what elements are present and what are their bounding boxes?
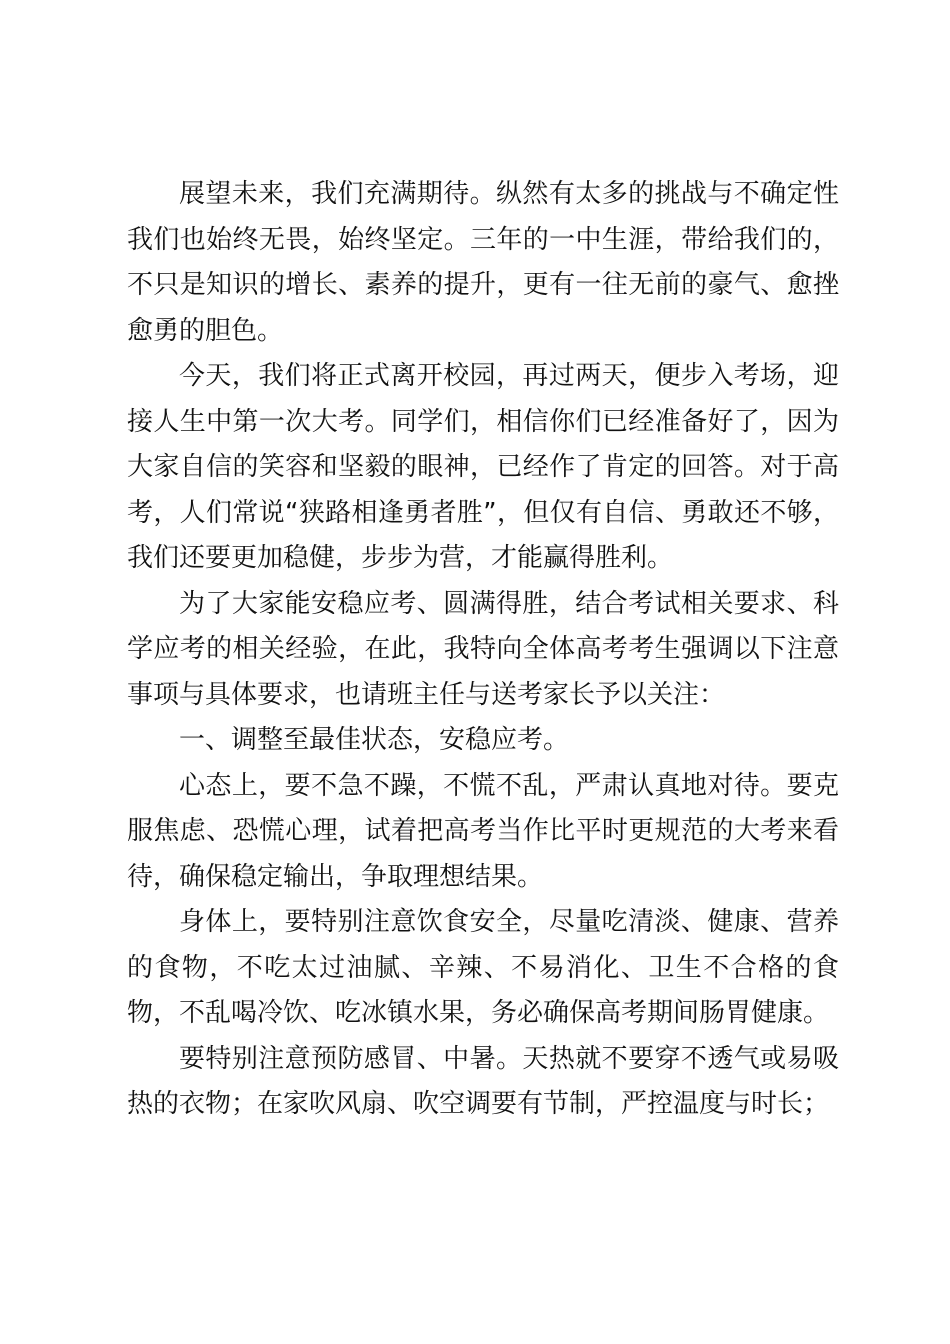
section-heading-1: 一、调整至最佳状态，安稳应考。 xyxy=(179,725,570,755)
paragraph-intro-requirements: 为了大家能安稳应考、圆满得胜，结合考试相关要求、科学应考的相关经验，在此，我特向全体高考考生强调以下注意事项与具体要求，也请班主任与送考家长予以关注： xyxy=(127,588,839,710)
paragraph-body-health: 身体上，要特别注意饮食安全，尽量吃清淡、健康、营养的食物，不吃太过油腻、辛辣、不易消化、卫生不合格的食物，不乱喝冷饮、吃冰镇水果，务必确保高考期间肠胃健康。 xyxy=(127,907,839,1028)
paragraph-mindset: 心态上，要不急不躁，不慌不乱，严肃认真地对待。要克服焦虑、恐慌心理，试着把高考当作比平时更规范的大考来看待，确保稳定输出，争取理想结果。 xyxy=(127,770,839,892)
document-body xyxy=(127,172,839,1128)
paragraph-prevent-illness: 要特别注意预防感冒、中暑。天热就不要穿不透气或易吸热的衣物；在家吹风扇、吹空调要有节制，严控温度与时长； xyxy=(127,1043,839,1119)
paragraph-today: 今天，我们将正式离开校园，再过两天，便步入考场，迎接人生中第一次大考。同学们，相信你们已经准备好了，因为大家自信的笑容和坚毅的眼神，已经作了肯定的回答。对于高考，人们常说“狭路相逢勇者胜”，但仅有自信、勇敢还不够，我们还要更加稳健，步步为营，才能赢得胜利。 xyxy=(127,361,839,573)
paragraph-outlook: 展望未来，我们充满期待。纵然有太多的挑战与不确定性我们也始终无畏，始终坚定。三年的一中生涯，带给我们的，不只是知识的增长、素养的提升，更有一往无前的豪气、愈挫愈勇的胆色。 xyxy=(127,179,839,346)
